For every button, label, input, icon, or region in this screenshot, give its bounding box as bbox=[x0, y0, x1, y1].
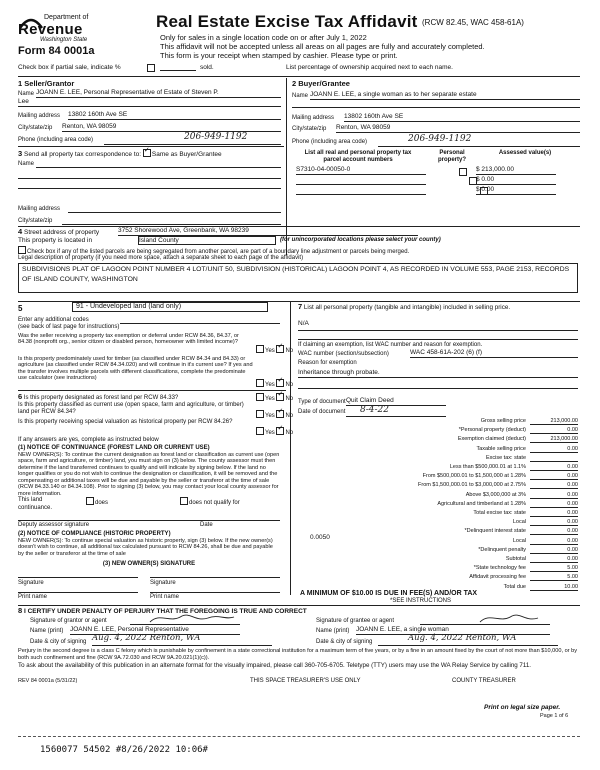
parcel-personal-checkbox-0[interactable] bbox=[459, 168, 467, 176]
owner-signature-1[interactable] bbox=[18, 569, 138, 578]
seller-phone-field[interactable]: 206-949-1192 bbox=[104, 132, 281, 145]
exemption-note: If claiming an exemption, list WAC number and reason for exemption. bbox=[298, 342, 483, 348]
owner-print-label-1: Print name bbox=[18, 594, 48, 600]
this-land-label: This land bbox=[18, 497, 43, 503]
see-instructions: *SEE INSTRUCTIONS bbox=[390, 598, 452, 604]
deputy-date-label: Date bbox=[200, 522, 213, 528]
tax-row-label: Taxable selling price bbox=[476, 445, 526, 452]
deputy-label: Deputy assessor signature bbox=[18, 522, 90, 528]
tax-row-value[interactable]: 0.00 bbox=[530, 547, 578, 554]
doc-type-field[interactable]: Quit Claim Deed bbox=[346, 397, 446, 406]
continuance-label: continuance. bbox=[18, 505, 53, 511]
segregated-row: Check box if any of the listed parcels are being segregated from another parcel, are part of a boundary line adjustment or parcels being merged. bbox=[18, 246, 409, 256]
owner-sig-label-1: Signature bbox=[18, 580, 44, 586]
sec3-name-field-2[interactable] bbox=[18, 170, 281, 179]
tax-row-value[interactable]: 213,000.00 bbox=[530, 436, 578, 443]
forest-yes-no: Yes ✓ No bbox=[256, 393, 293, 403]
historic-no-checkbox[interactable] bbox=[276, 427, 284, 435]
seller-city-field[interactable]: Renton, WA 98059 bbox=[62, 123, 281, 132]
tax-row-value[interactable]: 0.00 bbox=[530, 510, 578, 517]
ownership-note: List percentage of ownership acquired next to each name. bbox=[286, 64, 453, 71]
dept-label-1: Department of bbox=[44, 14, 89, 21]
form-title-ref: (RCW 82.45, WAC 458-61A) bbox=[422, 18, 524, 27]
sec3-name-field-3[interactable] bbox=[18, 180, 281, 189]
buyer-city-field[interactable]: Renton, WA 98059 bbox=[336, 124, 580, 133]
page-number: Page 1 of 6 bbox=[540, 713, 569, 719]
sec3-name-field[interactable] bbox=[36, 159, 281, 168]
dept-label-3: Washington State bbox=[40, 37, 88, 43]
buyer-name-label: Name bbox=[292, 93, 309, 99]
tax-row-value[interactable]: 0.00 bbox=[530, 492, 578, 499]
street-field[interactable]: 3752 Shorewood Ave, Greenbank, WA 98239 bbox=[118, 227, 418, 236]
seller-phone-label: Phone (including area code) bbox=[18, 137, 94, 143]
personal-property-field[interactable]: N/A bbox=[298, 320, 578, 331]
timber-question: Is this property predominately used for timber (as classified under RCW 84.34 and 84.33) or agriculture (as classified under RCW 84.34.020) and will continue in it's current use? If yes and the transfer involves multiple parcels with different classifications, complete the predominate use calculator (see instructions) bbox=[18, 356, 253, 382]
grantee-name-field[interactable]: JOANN E. LEE, a single woman bbox=[356, 626, 550, 635]
timber-yes-no: Yes ✓ No bbox=[256, 379, 293, 389]
tax-row-label: Excise tax: state bbox=[485, 454, 526, 461]
tax-row-value[interactable]: 0.00 bbox=[530, 519, 578, 526]
tax-row-label: From $1,500,000.01 to $3,000,000 at 2.75% bbox=[418, 482, 526, 489]
dept-label-2: Revenue bbox=[18, 21, 83, 38]
grantee-name-label: Name (print) bbox=[316, 628, 350, 634]
county-select[interactable]: Island County bbox=[138, 236, 276, 245]
buyer-heading: 2 Buyer/Grantee bbox=[292, 79, 350, 88]
seller-name-field-2[interactable]: Lee bbox=[18, 98, 281, 107]
tax-row-value[interactable]: 5.00 bbox=[530, 574, 578, 581]
tax-row-label: Exemption claimed (deduct) bbox=[457, 436, 526, 443]
owner-print-1[interactable] bbox=[18, 584, 138, 593]
tax-row-value[interactable]: 0.00 bbox=[530, 482, 578, 489]
unincorporated-note: (for unincorporated locations please select your county) bbox=[280, 237, 441, 243]
tax-row-value[interactable]: 0.00 bbox=[530, 464, 578, 471]
does-checkbox[interactable] bbox=[86, 497, 94, 505]
notice2-text: NEW OWNER(S): To continue special valuation as historic property, sign (3) below. If the new owner(s) doesn't wish to continue, all additional tax calculated pursuant to RCW 84.26, shall be due and payable by the seller or transferor at the time of sale bbox=[18, 538, 273, 557]
exemption-no-checkbox[interactable] bbox=[276, 345, 284, 353]
local-rate: 0.0050 bbox=[310, 534, 330, 541]
forest-yes-checkbox[interactable] bbox=[256, 393, 264, 401]
parcel-value-1[interactable]: $ 0.00 bbox=[476, 176, 556, 185]
buyer-name-field[interactable]: JOANN E. LEE, a single woman as to her separate estate bbox=[310, 91, 580, 100]
legal-label: Legal description of property (if you need more space, attach a separate sheet to each page of the affidavit) bbox=[18, 255, 304, 261]
grantee-signature-field[interactable] bbox=[420, 612, 550, 625]
tax-row-value[interactable]: 0.00 bbox=[530, 556, 578, 563]
tax-row-label: From $500,000.01 to $1,500,000 at 1.28% bbox=[422, 473, 526, 480]
tax-row-label: *Personal property (deduct) bbox=[458, 427, 526, 434]
does-not-option: does not qualify for bbox=[180, 497, 240, 507]
parcel-value-0[interactable]: $ 213,000.00 bbox=[476, 166, 556, 175]
timber-yes-checkbox[interactable] bbox=[256, 379, 264, 387]
reason-field[interactable]: Inheritance through probate. bbox=[298, 369, 578, 378]
recording-stamp: 1560077 54502 #8/26/2022 10:06# bbox=[40, 745, 208, 755]
owner-print-label-2: Print name bbox=[150, 594, 180, 600]
header-line-3: This form is your receipt when stamped by cashier. Please type or print. bbox=[160, 51, 398, 60]
current-use-no-checkbox[interactable] bbox=[276, 410, 284, 418]
section5-num: 5 bbox=[18, 304, 23, 313]
notice3-title: (3) NEW OWNER(S) SIGNATURE bbox=[102, 561, 196, 567]
does-option: does bbox=[86, 497, 108, 507]
parcels-col-number: List all real and personal property tax parcel account numbers bbox=[304, 150, 412, 163]
buyer-mailing-label: Mailing address bbox=[292, 115, 335, 121]
location-label: This property is located in bbox=[18, 237, 93, 244]
segregated-checkbox[interactable] bbox=[18, 246, 26, 254]
additional-codes-note: (see back of last page for instructions) bbox=[18, 324, 120, 330]
exemption-yes-checkbox[interactable] bbox=[256, 345, 264, 353]
tax-row-value[interactable]: 0.00 bbox=[530, 446, 578, 453]
reason-label: Reason for exemption bbox=[298, 360, 357, 366]
tax-row-label: Above $3,000,000 at 3% bbox=[465, 491, 526, 498]
forest-no-checkbox[interactable] bbox=[276, 393, 284, 401]
grantee-date-label: Date & city of signing bbox=[316, 639, 373, 645]
grantor-sig-label: Signature of grantor or agent bbox=[30, 618, 107, 624]
tax-row-label: Affidavit processing fee bbox=[469, 574, 526, 581]
historic-yes-no: Yes ✓ No bbox=[256, 427, 293, 437]
legal-description-field[interactable]: SUBDIVISIONS PLAT OF LAGOON POINT NUMBER 4 LOT/UNIT 50, SUBDIVISION (HISTORICAL) LAGOON POINT 4, AS RECORDED IN VOLUME 553, PAGE 2153, RECORDS OF ISLAND COUNTY, WASHINGTON bbox=[18, 263, 578, 293]
parcel-number-0[interactable]: S7310-04-00050-0 bbox=[296, 166, 426, 175]
doc-type-label: Type of document bbox=[298, 399, 346, 405]
notice1-title: (1) NOTICE OF CONTINUANCE (FOREST LAND OR CURRENT USE) bbox=[18, 445, 210, 451]
sec3-city-field[interactable] bbox=[62, 216, 281, 225]
parcel-number-1[interactable] bbox=[296, 176, 426, 185]
tax-row-label: Gross selling price bbox=[480, 418, 526, 424]
tax-row-value[interactable]: 10.00 bbox=[530, 584, 578, 591]
current-use-question: Is this property classified as current use (open space, farm and agriculture, or timber) land per RCW 84.34? bbox=[18, 402, 244, 415]
tax-row-value[interactable]: 0.00 bbox=[530, 538, 578, 545]
deputy-signature-field[interactable] bbox=[18, 514, 280, 521]
parcels-col-personal: Personal property? bbox=[437, 150, 466, 163]
historic-yes-checkbox[interactable] bbox=[256, 427, 264, 435]
seller-city-label: City/state/zip bbox=[18, 125, 53, 131]
partial-sale-checkbox[interactable] bbox=[147, 64, 155, 72]
form-number: Form 84 0001a bbox=[18, 45, 95, 57]
tax-row-label: Local bbox=[512, 519, 526, 526]
sold-label: sold. bbox=[200, 64, 214, 71]
wac-field[interactable]: WAC 458-61A-202 (6) (f) bbox=[410, 349, 578, 358]
tax-row-value[interactable] bbox=[530, 455, 578, 462]
parcel-value-2[interactable]: $ 0.00 bbox=[476, 186, 556, 195]
partial-percent-field[interactable] bbox=[160, 63, 196, 71]
doc-date-field[interactable]: 8-4-22 bbox=[346, 405, 446, 417]
tax-row-label: Total due bbox=[503, 583, 526, 590]
historic-question: Is this property receiving special valuation as historical property per RCW 84.26? bbox=[18, 419, 233, 425]
exemption-yes-no: Yes ✓ No bbox=[256, 345, 293, 355]
tax-row-value[interactable]: 0.00 bbox=[530, 473, 578, 480]
accessibility-note: To ask about the availability of this publication in an alternate format for the visually impaired, please call 360-705-6705. Teletype (TTY) users may use the WA Relay Service by calling 711. bbox=[18, 662, 532, 669]
treasurer-use: THIS SPACE TREASURER'S USE ONLY bbox=[250, 678, 361, 684]
legal-paper-note: Print on legal size paper. bbox=[484, 704, 561, 711]
grantor-name-field[interactable]: JOANN E. LEE, Personal Representative bbox=[70, 626, 240, 635]
grantee-sig-label: Signature of grantee or agent bbox=[316, 618, 395, 624]
owner-sig-label-2: Signature bbox=[150, 580, 176, 586]
tax-row-value[interactable]: 0.00 bbox=[530, 528, 578, 535]
seller-heading: 1 Seller/Grantor bbox=[18, 79, 75, 88]
sec3-mailing-label: Mailing address bbox=[18, 206, 61, 212]
seller-mailing-field[interactable]: 13802 160th Ave SE bbox=[68, 111, 281, 120]
section3-heading: 3 Send all property tax correspondence to: ✓ Same as Buyer/Grantee bbox=[18, 149, 222, 159]
tax-row-label: *Delinquent penalty bbox=[478, 546, 526, 553]
parcel-number-2[interactable] bbox=[296, 186, 426, 195]
if-yes-note: If any answers are yes, complete as instructed below bbox=[18, 437, 159, 443]
grantee-date-field[interactable]: Aug. 4, 2022 Renton, WA bbox=[378, 634, 558, 646]
sec3-mailing-field[interactable] bbox=[68, 204, 281, 213]
owner-print-2[interactable] bbox=[150, 584, 280, 593]
land-use-select[interactable]: 91 - Undeveloped land (land only) bbox=[72, 302, 268, 312]
perjury-note: Perjury in the second degree is a class C felony which is punishable by confinement in a state correctional institution for a maximum term of five years, or by a fine in an amount fixed by the court of not more than $10,000, or by both such confinement and fine (RCW 9A.72.030 and RCW 9A.20.021(1)(c)). bbox=[18, 648, 578, 661]
current-use-yes-checkbox[interactable] bbox=[256, 410, 264, 418]
seller-mailing-label: Mailing address bbox=[18, 113, 61, 119]
reason-field-2[interactable] bbox=[298, 380, 578, 389]
notice2-title: (2) NOTICE OF COMPLIANCE (HISTORIC PROPERTY) bbox=[18, 531, 171, 537]
tax-row-label: *Delinquent interest state bbox=[464, 528, 526, 535]
header-line-1: Only for sales in a single location code on or after July 1, 2022 bbox=[160, 33, 367, 42]
rev-number: REV 84 0001a (5/31/22) bbox=[18, 678, 78, 684]
grantor-signature-field[interactable] bbox=[130, 612, 240, 625]
tax-row-value[interactable]: 0.00 bbox=[530, 501, 578, 508]
same-as-buyer-checkbox[interactable] bbox=[143, 149, 151, 157]
grantor-date-label: Date & city of signing bbox=[30, 639, 87, 645]
tax-row-label: Less than $500,000.01 at 1.1% bbox=[449, 464, 526, 470]
owner-signature-2[interactable] bbox=[150, 569, 280, 578]
exemption-question: Was the seller receiving a property tax exemption or deferral under RCW 84.36, 84.37, or 84.38 (nonprofit org., senior citizen or disabled person, homeowner with limited income)? bbox=[18, 333, 239, 346]
seller-name-field[interactable]: JOANN E. LEE, Personal Representative of Estate of Steven P. bbox=[36, 89, 281, 98]
notice1-text: NEW OWNER(S): To continue the current designation as forest land or classification as current use (open space, farm and agriculture, or timber) land, you must sign on (3) below. The county assessor must then determine if the land transferred continues to qualify and will indicate by signing below. If the land no longer qualifies or you do not wish to continue the designation or classification, it will be removed and the compensating or additional taxes will be due and payable by the seller or transferor at the time of sale (RCW 84.33.140 or 84.34.108). Prior to signing (3) below, you may contact your local county assessor for more information. bbox=[18, 452, 280, 497]
tax-row-label: *State technology fee bbox=[473, 565, 526, 572]
buyer-phone-field[interactable]: 206-949-1192 bbox=[378, 134, 580, 147]
tax-row-label: Total excise tax: state bbox=[473, 510, 526, 516]
grantor-name-label: Name (print) bbox=[30, 628, 64, 634]
tax-row-value[interactable]: 5.00 bbox=[530, 565, 578, 572]
additional-codes-field[interactable] bbox=[120, 316, 280, 324]
buyer-name-field-2[interactable] bbox=[292, 101, 580, 108]
tax-row-value[interactable]: 0.00 bbox=[530, 427, 578, 434]
street-row: 4 Street address of property bbox=[18, 227, 100, 236]
does-not-checkbox[interactable] bbox=[180, 497, 188, 505]
sec3-city-label: City/state/zip bbox=[18, 218, 53, 224]
grantor-date-field[interactable]: Aug. 4, 2022 Renton, WA bbox=[92, 634, 272, 646]
additional-codes-label: Enter any additional codes bbox=[18, 317, 89, 323]
form-title: Real Estate Excise Tax Affidavit bbox=[156, 12, 418, 31]
forest-question: 6 Is this property designated as forest land per RCW 84.33? bbox=[18, 392, 179, 401]
tax-row-value[interactable]: 213,000.00 bbox=[530, 418, 578, 425]
wac-label: WAC number (section/subsection) bbox=[298, 351, 389, 357]
buyer-mailing-field[interactable]: 13802 160th Ave SE bbox=[344, 113, 580, 122]
certify-text: 8 I CERTIFY UNDER PENALTY OF PERJURY THAT THE FOREGOING IS TRUE AND CORRECT bbox=[18, 606, 307, 615]
current-use-yes-no: Yes ✓ No bbox=[256, 410, 293, 420]
county-treasurer: COUNTY TREASURER bbox=[452, 678, 516, 684]
tax-row-label: Local bbox=[512, 537, 526, 544]
buyer-city-label: City/state/zip bbox=[292, 126, 327, 132]
sec3-name-label: Name bbox=[18, 161, 35, 167]
timber-no-checkbox[interactable] bbox=[276, 379, 284, 387]
seller-name-label: Name bbox=[18, 91, 35, 97]
parcels-col-value: Assessed value(s) bbox=[498, 150, 552, 156]
header-line-2: This affidavit will not be accepted unless all areas on all pages are fully and accurately completed. bbox=[160, 42, 485, 51]
tax-row-label: Agricultural and timberland at 1.28% bbox=[437, 500, 526, 507]
buyer-phone-label: Phone (including area code) bbox=[292, 139, 368, 145]
minimum-note: A MINIMUM OF $10.00 IS DUE IN FEE(S) AND/OR TAX bbox=[300, 590, 478, 597]
tax-row-label: Subtotal bbox=[505, 556, 526, 562]
personal-property-field-2[interactable] bbox=[298, 331, 578, 340]
partial-sale-row: Check box if partial sale, indicate % bbox=[18, 64, 121, 71]
doc-date-label: Date of document bbox=[298, 409, 346, 415]
section7-heading: 7 List all personal property (tangible and intangible) included in selling price. bbox=[298, 302, 511, 311]
